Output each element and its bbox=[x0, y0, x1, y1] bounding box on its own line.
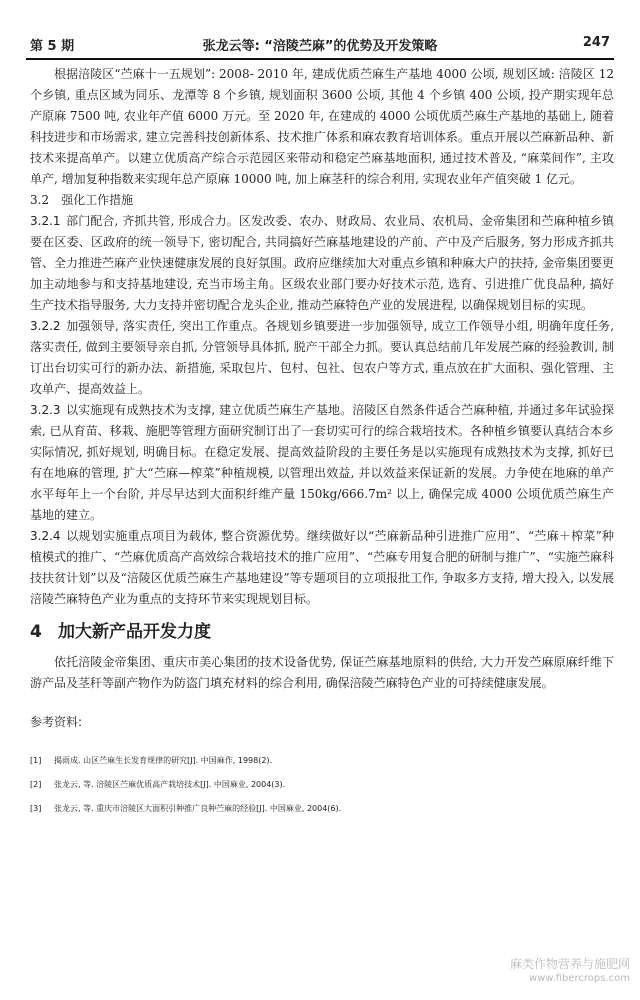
page-header bbox=[26, 28, 614, 60]
intro-paragraph: 根据涪陵区“苎麻十一五规划”: 2008- 2010 年, 建成优质苎麻生产基地 4000 公顷, 规划区域: 涪陵区 12 个乡镇, 重点区域为同乐、龙潭等 8 个乡镇, 规划面积 3600 公顷, 其他 4 个乡镇 400 公顷, 投产期实现年总产原麻 7500 吨, 农业年产值 6000 万元。至 2020 年, 在建成的 4000 公顷优质苎麻生产基地的基础上, 随着科技进步和市场需求, 建立完善科技创新体系、技术推广体系和麻农教育培训体系。重点开展以苎麻新品种、新技术来提高单产。以建立优质高产综合示范园区来带动和稳定苎麻基地面积, 通过技术普及, “麻菜间作”, 主攻单产, 增加复种指数来实现年总产原麻 10000 吨, 加上麻茎秆的综合利用, 实现农业年产值突破 1 亿元。 bbox=[30, 67, 614, 186]
reference-item bbox=[30, 797, 614, 821]
section-4-heading bbox=[30, 620, 614, 644]
subsection-3-2-3 bbox=[30, 400, 614, 526]
running-title: 张龙云等: “涪陵苎麻”的优势及开发策略 bbox=[202, 39, 438, 54]
subsection-text: 部门配合, 齐抓共管, 形成合力。区发改委、农办、财政局、农业局、农机局、金帝集团和苎麻种植乡镇要在区委、区政府的统一领导下, 密切配合, 共同搞好苎麻基地建设的产前、产中及产后服务, 努力形成齐抓共管、全力推进苎麻产业快速健康发展的良好氛围。政府应继续加大对重点乡镇和种麻大户的扶持, 金帝集团要更加主动地参与和支持基地建设, 充当市场主角。区级农业部门要办好技术示范, 选育、引进推广优良品种, 搞好生产技术指导服务, 大力支持并密切配合龙头企业, 推动苎麻特色产业的发展进程, 以确保规划目标的实现。 bbox=[30, 214, 614, 312]
issue-number: 第 5 期 bbox=[30, 39, 75, 54]
page-number: 247 bbox=[582, 35, 610, 50]
subsection-3-2-1 bbox=[30, 211, 614, 316]
site-watermark bbox=[510, 956, 630, 986]
subsection-3-2-2 bbox=[30, 316, 614, 400]
subsection-text: 以规划实施重点项目为载体, 整合资源优势。继续做好以“苎麻新品种引进推广应用”、“苎麻＋榨菜”种植模式的推广、“苎麻优质高产高效综合栽培技术的推广应用”、“苎麻专用复合肥的研制与推广”、“实施苎麻科技扶贫计划”以及“涪陵区优质苎麻生产基地建设”等专题项目的立项报批工作, 争取多方支持, 增大投入, 以发展涪陵苎麻特色产业为重点的支持环节来实现规划目标。 bbox=[30, 529, 614, 606]
subsection-3-2-4 bbox=[30, 526, 614, 610]
subsection-number: 3.2.1 bbox=[30, 214, 61, 228]
section-title: 加大新产品开发力度 bbox=[58, 622, 211, 642]
watermark-site-name: 麻类作物营养与施肥网 bbox=[509, 957, 630, 971]
reference-item bbox=[30, 773, 614, 797]
reference-number: [3] bbox=[30, 804, 42, 813]
reference-text: 揭雨成. 山区苎麻生长发育规律的研究[J]. 中国麻作, 1998(2). bbox=[54, 756, 273, 765]
reference-number: [2] bbox=[30, 780, 42, 789]
section-4-paragraph: 依托涪陵金帝集团、重庆市美心集团的技术设备优势, 保证苎麻基地原料的供给, 大力开发苎麻原麻纤维下游产品及茎秆等副产物作为防盗门填充材料的综合利用, 确保涪陵苎麻特色产业的可持续健康发展。 bbox=[30, 655, 614, 690]
section-3-2-heading: 3.2 强化工作措施 bbox=[30, 193, 134, 207]
reference-item bbox=[30, 749, 614, 773]
reference-number: [1] bbox=[30, 756, 42, 765]
reference-text: 张龙云, 等. 重庆市涪陵区大面积引种推广良种苎麻的经验[J]. 中国麻业, 2004(6). bbox=[54, 804, 342, 813]
subsection-number: 3.2.2 bbox=[30, 319, 61, 333]
subsection-text: 加强领导, 落实责任, 突出工作重点。各规划乡镇要进一步加强领导, 成立工作领导小组, 明确年度任务, 落实责任, 做到主要领导亲自抓, 分管领导具体抓, 脱产干部全力抓。要认真总结前几年发展苎麻的经验教训, 制订出台切实可行的新办法、新措施, 采取包片、包村、包社、包农户等方式, 重点放在扩大面积、强化管理、主攻单产、提高效益上。 bbox=[30, 319, 614, 396]
section-number: 4 bbox=[30, 622, 42, 642]
subsection-text: 以实施现有成熟技术为支撑, 建立优质苎麻生产基地。涪陵区自然条件适合苎麻种植, 并通过多年试验探索, 已从育苗、移栽、施肥等管理方面研究制订出了一套切实可行的综合栽培技术。各种植乡镇要认真结合本乡实际情况, 抓好规划, 明确目标。在稳定发展、提高效益阶段的主要任务是以实施现有成熟技术为支撑, 抓好已有在地麻的管理, 扩大“苎麻—榨菜”种植规模, 以管理出效益, 并以效益来保证新的发展。力争使在地麻的单产水平每年上一个台阶, 并尽早达到大面积纤维产量 150kg/666.7m² 以上, 确保完成 4000 公顷优质苎麻生产基地的建立。 bbox=[30, 403, 614, 522]
subsection-number: 3.2.3 bbox=[30, 403, 61, 417]
references-title: 参考资料: bbox=[30, 715, 83, 729]
article-body bbox=[30, 64, 614, 821]
reference-text: 张龙云, 等. 涪陵区苎麻优质高产栽培技术[J]. 中国麻业, 2004(3). bbox=[54, 780, 286, 789]
watermark-url: www.fibercrops.com bbox=[528, 973, 630, 984]
subsection-number: 3.2.4 bbox=[30, 529, 61, 543]
